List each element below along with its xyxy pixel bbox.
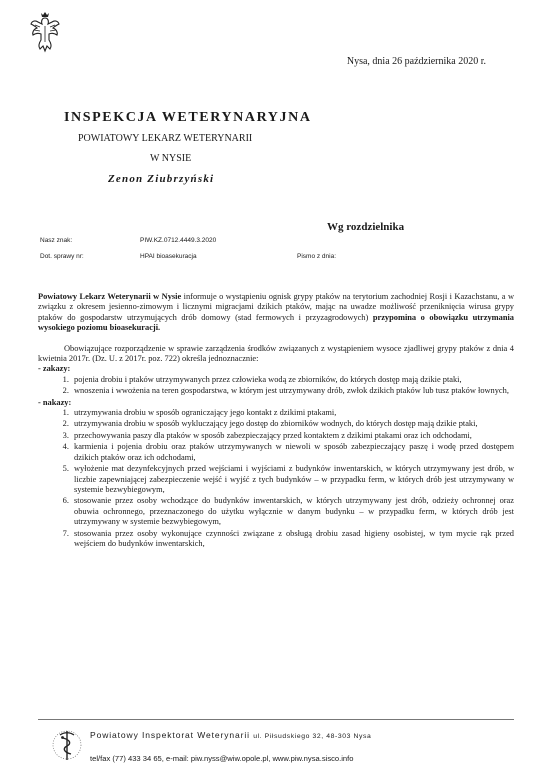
caduceus-logo-icon (52, 726, 82, 764)
orders-heading: - nakazy: (38, 397, 72, 407)
letter-date-label: Pismo z dnia: (297, 253, 337, 260)
list-item: 4. karmienia i pojenia drobiu oraz ptaków utrzymywanych w niewoli w sposób zabezpieczający paszę i wodę przed dostępem dzikich ptaków oraz ich odchodami, (71, 442, 514, 463)
our-sign-label: Nasz znak: (40, 237, 73, 244)
footer-org-name: Powiatowy Inspektorat Weterynarii (90, 730, 250, 740)
intro-paragraph (38, 292, 514, 334)
institution-title: INSPEKCJA WETERYNARYJNA (64, 110, 312, 125)
list-item: 6. stosowanie przez osoby wchodzące do budynków inwentarskich, w których utrzymywany jest drób, odzieży ochronnej oraz obuwia ochronnego, przeznaczonego do użytku wyłącznie w danym budynku – w przypadku ferm, w których drób jest utrzymywany w systemie bezwybiegowym, (71, 496, 514, 527)
recipient-line: Wg rozdzielnika (327, 221, 405, 233)
institution-subtitle: POWIATOWY LEKARZ WETERYNARII (78, 133, 253, 144)
orders-list (38, 408, 514, 549)
intro-bold-start: Powiatowy Lekarz Weterynarii w Nysie (38, 292, 182, 301)
list-item: 1. utrzymywania drobiu w sposób ograniczający jego kontakt z dzikimi ptakami, (71, 408, 514, 418)
intro-text: informuje o wystąpieniu ognisk grypy ptaków na terytorium zachodniej Rosji i Kazachstanu, a w związku z okresem jesienno-zimowym i licznymi migracjami dzikich ptaków, mając na uwadze możliwość przeniknięcia wirusa grypy ptaków do gospodarstw utrzymujących drób domowy (stad fermowych i przyzagrodowych) (38, 292, 514, 322)
regulation-paragraph: Obowiązujące rozporządzenie w sprawie zarządzenia środków związanych z wystąpieniem wysoce zjadliwej grypy ptaków z dnia 4 kwietnia 2017r. (Dz. U. z 2017r. poz. 722) określa jednoznacznie: (38, 343, 514, 364)
intro-bold-end: przypomina o obowiązku utrzymania wysokiego poziomu bioasekuracji. (38, 312, 514, 333)
case-number-label: Dot. sprawy nr: (40, 253, 84, 260)
list-item: 7. stosowania przez osoby wykonujące czynności związane z obsługą drobiu zasad higieny osobistej, w tym mycie rąk przed wejściem do budynków inwentarskich, (71, 529, 514, 550)
list-item: 3. przechowywania paszy dla ptaków w sposób zabezpieczający przed kontaktem z dzikimi ptakami oraz ich odchodami, (71, 431, 514, 441)
document-date: Nysa, dnia 26 października 2020 r. (346, 56, 486, 67)
footer-org-line (90, 730, 371, 740)
list-item: 2. utrzymywania drobiu w sposób wykluczający jego dostęp do zbiorników wodnych, do których dostęp mają dzikie ptaki, (71, 419, 514, 429)
institution-location: W NYSIE (150, 153, 192, 164)
bans-heading: - zakazy: (38, 364, 71, 374)
footer-address: ul. Piłsudskiego 32, 48-303 Nysa (253, 733, 372, 740)
letter-body (38, 292, 514, 550)
list-item: 2. wnoszenia i wwożenia na teren gospodarstwa, w którym jest utrzymywany drób, zwłok dzikich ptaków lub tusz ptaków łownych, (71, 386, 514, 396)
eagle-emblem-icon (30, 12, 60, 54)
footer-contact: tel/fax (77) 433 34 65, e-mail: piw.nyss@wiw.opole.pl, www.piw.nysa.sisco.info (90, 754, 354, 763)
bans-list (38, 375, 514, 397)
our-sign-value: PIW.KZ.0712.4449.3.2020 (140, 237, 217, 244)
list-item: 5. wyłożenie mat dezynfekcyjnych przed wejściami i wyjściami z budynków inwentarskich, w których utrzymywany jest drób, w liczbie zapewniającej zabezpieczenie wejść i wyjść z tych budynków – w przypadku ferm, w których drób jest utrzymywany w systemie bezwybiegowym, (71, 464, 514, 495)
list-item: 1. pojenia drobiu i ptaków utrzymywanych przez człowieka wodą ze zbiorników, do których dostęp mają dzikie ptaki, (71, 375, 514, 385)
officer-name: Zenon Ziubrzyński (108, 173, 215, 185)
footer-divider (38, 719, 514, 720)
case-number-value: HPAI bioasekuracja (140, 253, 197, 260)
